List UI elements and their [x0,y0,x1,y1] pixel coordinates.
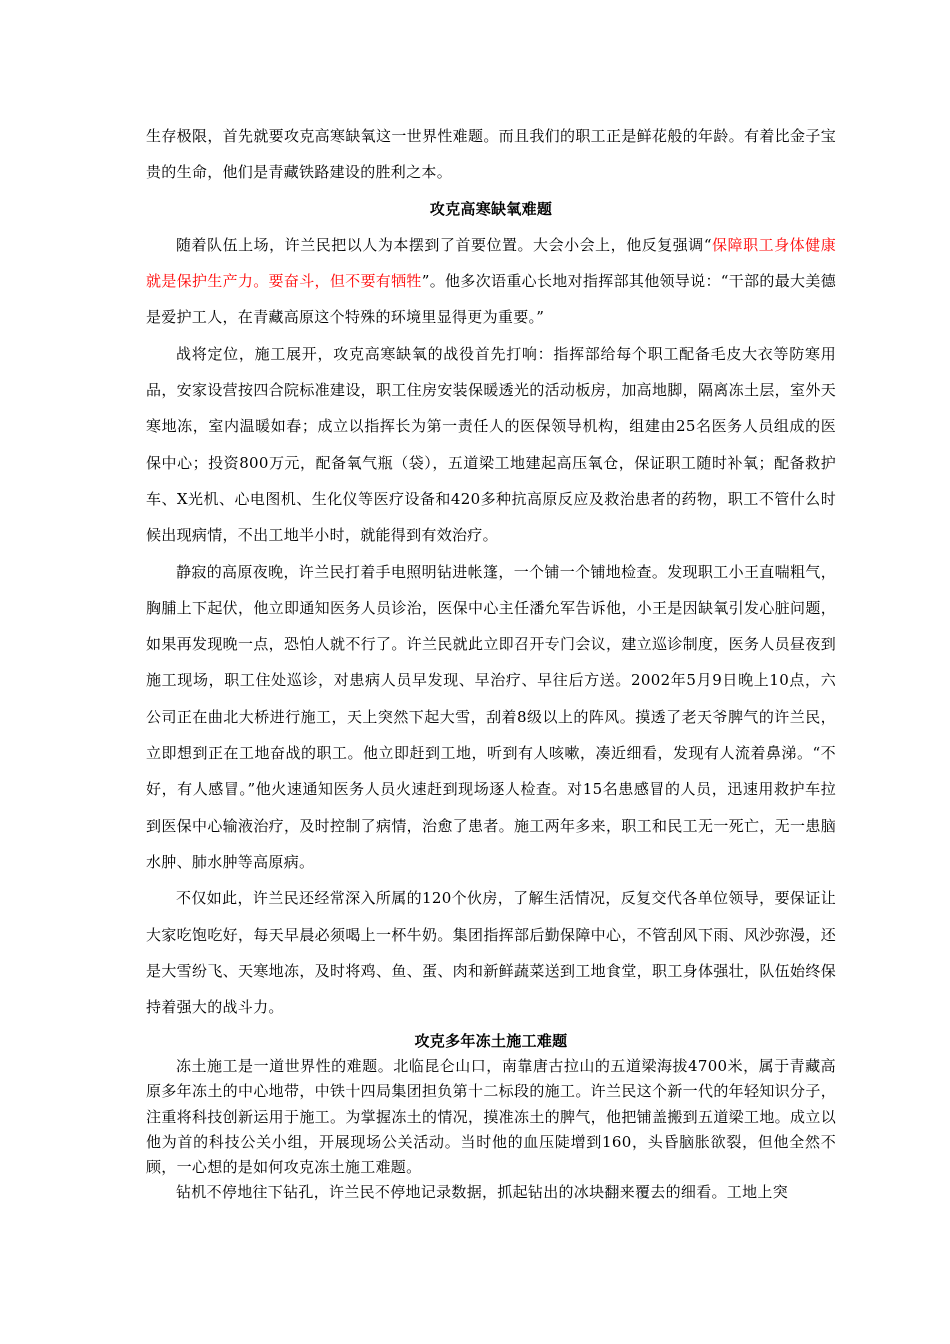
paragraph-night-inspection: 静寂的高原夜晚，许兰民打着手电照明钻进帐篷，一个铺一个铺地检查。发现职工小王直喘粗气，胸脯上下起伏，他立即通知医务人员诊治，医保中心主任潘允军告诉他，小王是因缺氧引发心脏问题，如果再发现晚一点，恐怕人就不行了。许兰民就此立即召开专门会议，建立巡诊制度，医务人员昼夜到施工现场，职工住处巡诊，对患病人员早发现、早治疗、早往后方送。2002年5月9日晚上10点，六公司正在曲北大桥进行施工，天上突然下起大雪，刮着8级以上的阵风。摸透了老天爷脾气的许兰民，立即想到正在工地奋战的职工。他立即赶到工地，听到有人咳嗽，凑近细看，发现有人流着鼻涕。“不好，有人感冒。”他火速通知医务人员火速赶到现场逐人检查。对15名患感冒的人员，迅速用救护车拉到医保中心输液治疗，及时控制了病情，治愈了患者。施工两年多来，职工和民工无一死亡，无一患脑水肿、肺水肿等高原病。 [146,562,836,871]
paragraph-people-first [146,227,836,336]
paragraph-logistics: 不仅如此，许兰民还经常深入所属的120个伙房，了解生活情况，反复交代各单位领导，要保证让大家吃饱吃好，每天早晨必须喝上一杯牛奶。集团指挥部后勤保障中心，不管刮风下雨、风沙弥漫，还是大雪纷飞、天寒地冻，及时将鸡、鱼、蛋、肉和新鲜蔬菜送到工地食堂，职工身体强壮，队伍始终保持着强大的战斗力。 [146,889,836,1017]
paragraph-text: ”。他多次语重心长地对指挥部其他领导说：“干部的最大美德是爱护工人，在青藏高原这个特殊的环境里显得更为重要。” [146,272,836,327]
paragraph-permafrost-intro: 冻土施工是一道世界性的难题。北临昆仑山口，南靠唐古拉山的五道梁海拔4700米，属于青藏高原多年冻土的中心地带，中铁十四局集团担负第十二标段的施工。许兰民这个新一代的年轻知识分子，注重将科技创新运用于施工。为掌握冻土的情况，摸准冻土的脾气，他把铺盖搬到五道梁工地。成立以他为首的科技公关小组，开展现场公关活动。当时他的血压陡增到160，头昏脑胀欲裂，但他全然不顾，一心想的是如何攻克冻土施工难题。 [146,1057,836,1177]
section-heading-oxygen: 攻克高寒缺氧难题 [429,199,553,218]
emphasis-quote: 保障职工身体健康就是保护生产力。要奋斗，但不要有牺牲 [146,235,837,291]
paragraph-continuation: 生存极限，首先就要攻克高寒缺氧这一世界性难题。而且我们的职工正是鲜花般的年龄。有着比金子宝贵的生命，他们是青藏铁路建设的胜利之本。 [146,127,836,182]
paragraph-cold-protection: 战将定位，施工展开，攻克高寒缺氧的战役首先打响：指挥部给每个职工配备毛皮大衣等防寒用品，安家设营按四合院标准建设，职工住房安装保暖透光的活动板房，加高地脚，隔离冻土层，室外天寒地冻，室内温暖如春；成立以指挥长为第一责任人的医保领导机构，组建由25名医务人员组成的医保中心；投资800万元，配备氧气瓶（袋），五道梁工地建起高压氧仓，保证职工随时补氧；配备救护车、X光机、心电图机、生化仪等医疗设备和420多种抗高原反应及救治患者的药物，职工不管什么时候出现病情，不出工地半小时，就能得到有效治疗。 [146,344,836,545]
section-high-altitude-oxygen [146,118,836,1025]
section-heading-permafrost: 攻克多年冻土施工难题 [414,1032,568,1050]
paragraph-text: 随着队伍上场，许兰民把以人为本摆到了首要位置。大会小会上，他反复强调“ [176,235,712,254]
section-permafrost [146,1029,836,1205]
paragraph-drilling: 钻机不停地往下钻孔，许兰民不停地记录数据，抓起钻出的冰块翻来覆去的细看。工地上突 [176,1183,789,1202]
